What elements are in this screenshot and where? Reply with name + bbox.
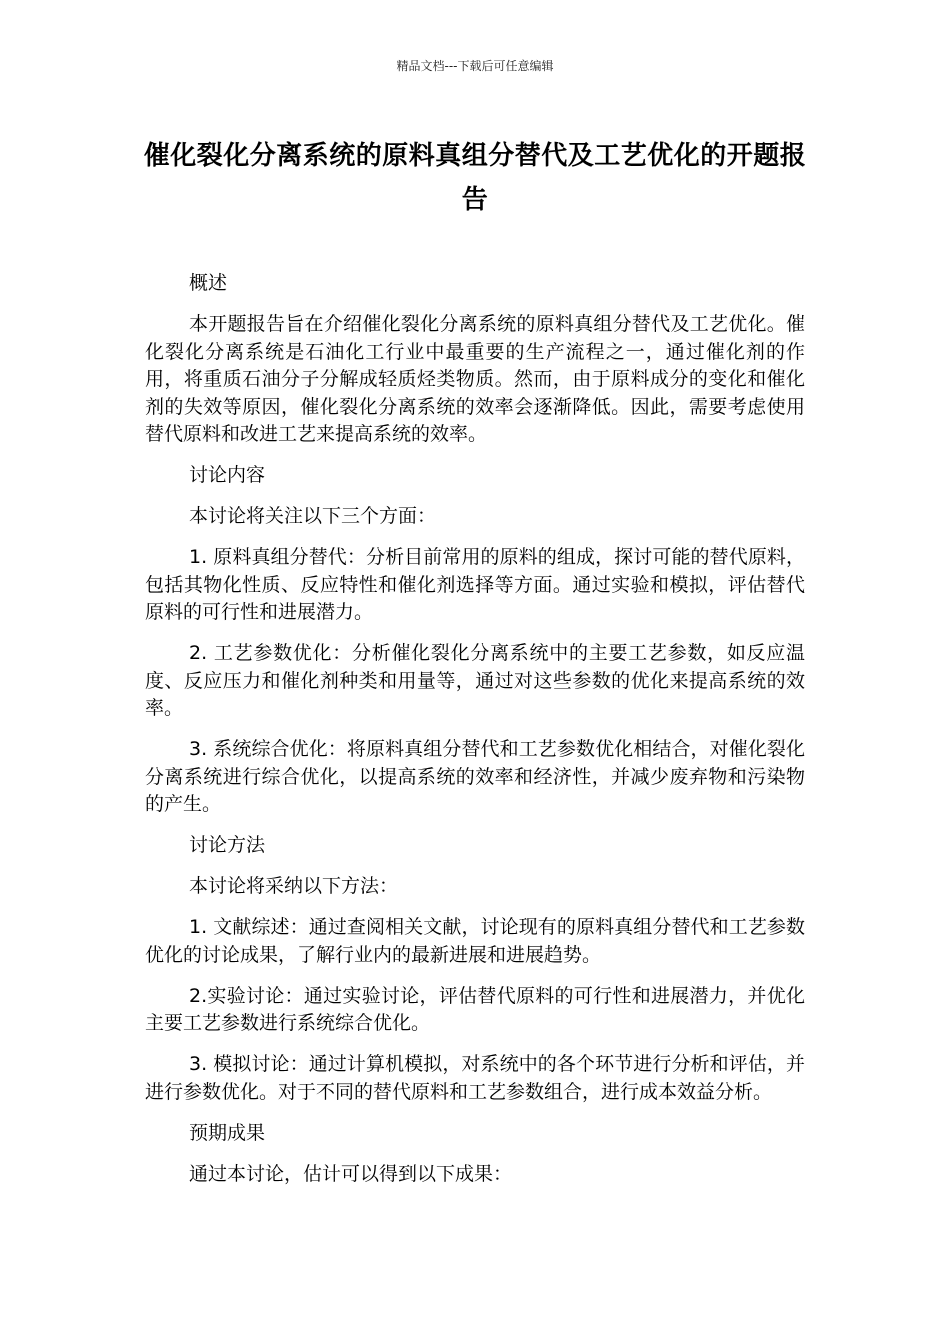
section-heading-outcomes: 预期成果 [189,1121,266,1144]
section-heading-methods: 讨论方法 [189,834,266,856]
document-title: 催化裂化分离系统的原料真组分替代及工艺优化的开题报告 [143,141,807,215]
list-item-method-3: 3. 模拟讨论：通过计算机模拟，对系统中的各个环节进行分析和评估，并进行参数优化。对于不同的替代原料和工艺参数组合，进行成本效益分析。 [145,1053,805,1103]
paragraph-overview: 本开题报告旨在介绍催化裂化分离系统的原料真组分替代及工艺优化。催化裂化分离系统是石油化工行业中最重要的生产流程之一，通过催化剂的作用，将重质石油分子分解成轻质烃类物质。然而，由于原料成分的变化和催化剂的失效等原因，催化裂化分离系统的效率会逐渐降低。因此，需要考虑使用替代原料和改进工艺来提高系统的效率。 [145,313,805,445]
paragraph-methods-intro: 本讨论将采纳以下方法： [189,875,399,897]
section-heading-content: 讨论内容 [189,464,266,486]
document-body [145,270,805,1202]
list-item-method-1: 1. 文献综述：通过查阅相关文献，讨论现有的原料真组分替代和工艺参数优化的讨论成果，了解行业内的最新进展和进展趋势。 [145,916,805,966]
section-heading-overview: 概述 [189,272,228,294]
list-item-content-2: 2. 工艺参数优化：分析催化裂化分离系统中的主要工艺参数，如反应温度、反应压力和催化剂种类和用量等，通过对这些参数的优化来提高系统的效率。 [145,642,805,719]
list-item-content-3: 3. 系统综合优化：将原料真组分替代和工艺参数优化相结合，对催化裂化分离系统进行综合优化，以提高系统的效率和经济性，并减少废弃物和污染物的产生。 [145,738,805,815]
page-header-note: 精品文档---下载后可任意编辑 [396,59,554,73]
list-item-method-2: 2.实验讨论：通过实验讨论，评估替代原料的可行性和进展潜力，并优化主要工艺参数进行系统综合优化。 [145,984,805,1034]
paragraph-content-intro: 本讨论将关注以下三个方面： [189,505,437,527]
paragraph-outcomes-intro: 通过本讨论，估计可以得到以下成果： [189,1162,513,1185]
list-item-content-1: 1. 原料真组分替代：分析目前常用的原料的组成，探讨可能的替代原料，包括其物化性质、反应特性和催化剂选择等方面。通过实验和模拟，评估替代原料的可行性和进展潜力。 [145,546,805,623]
